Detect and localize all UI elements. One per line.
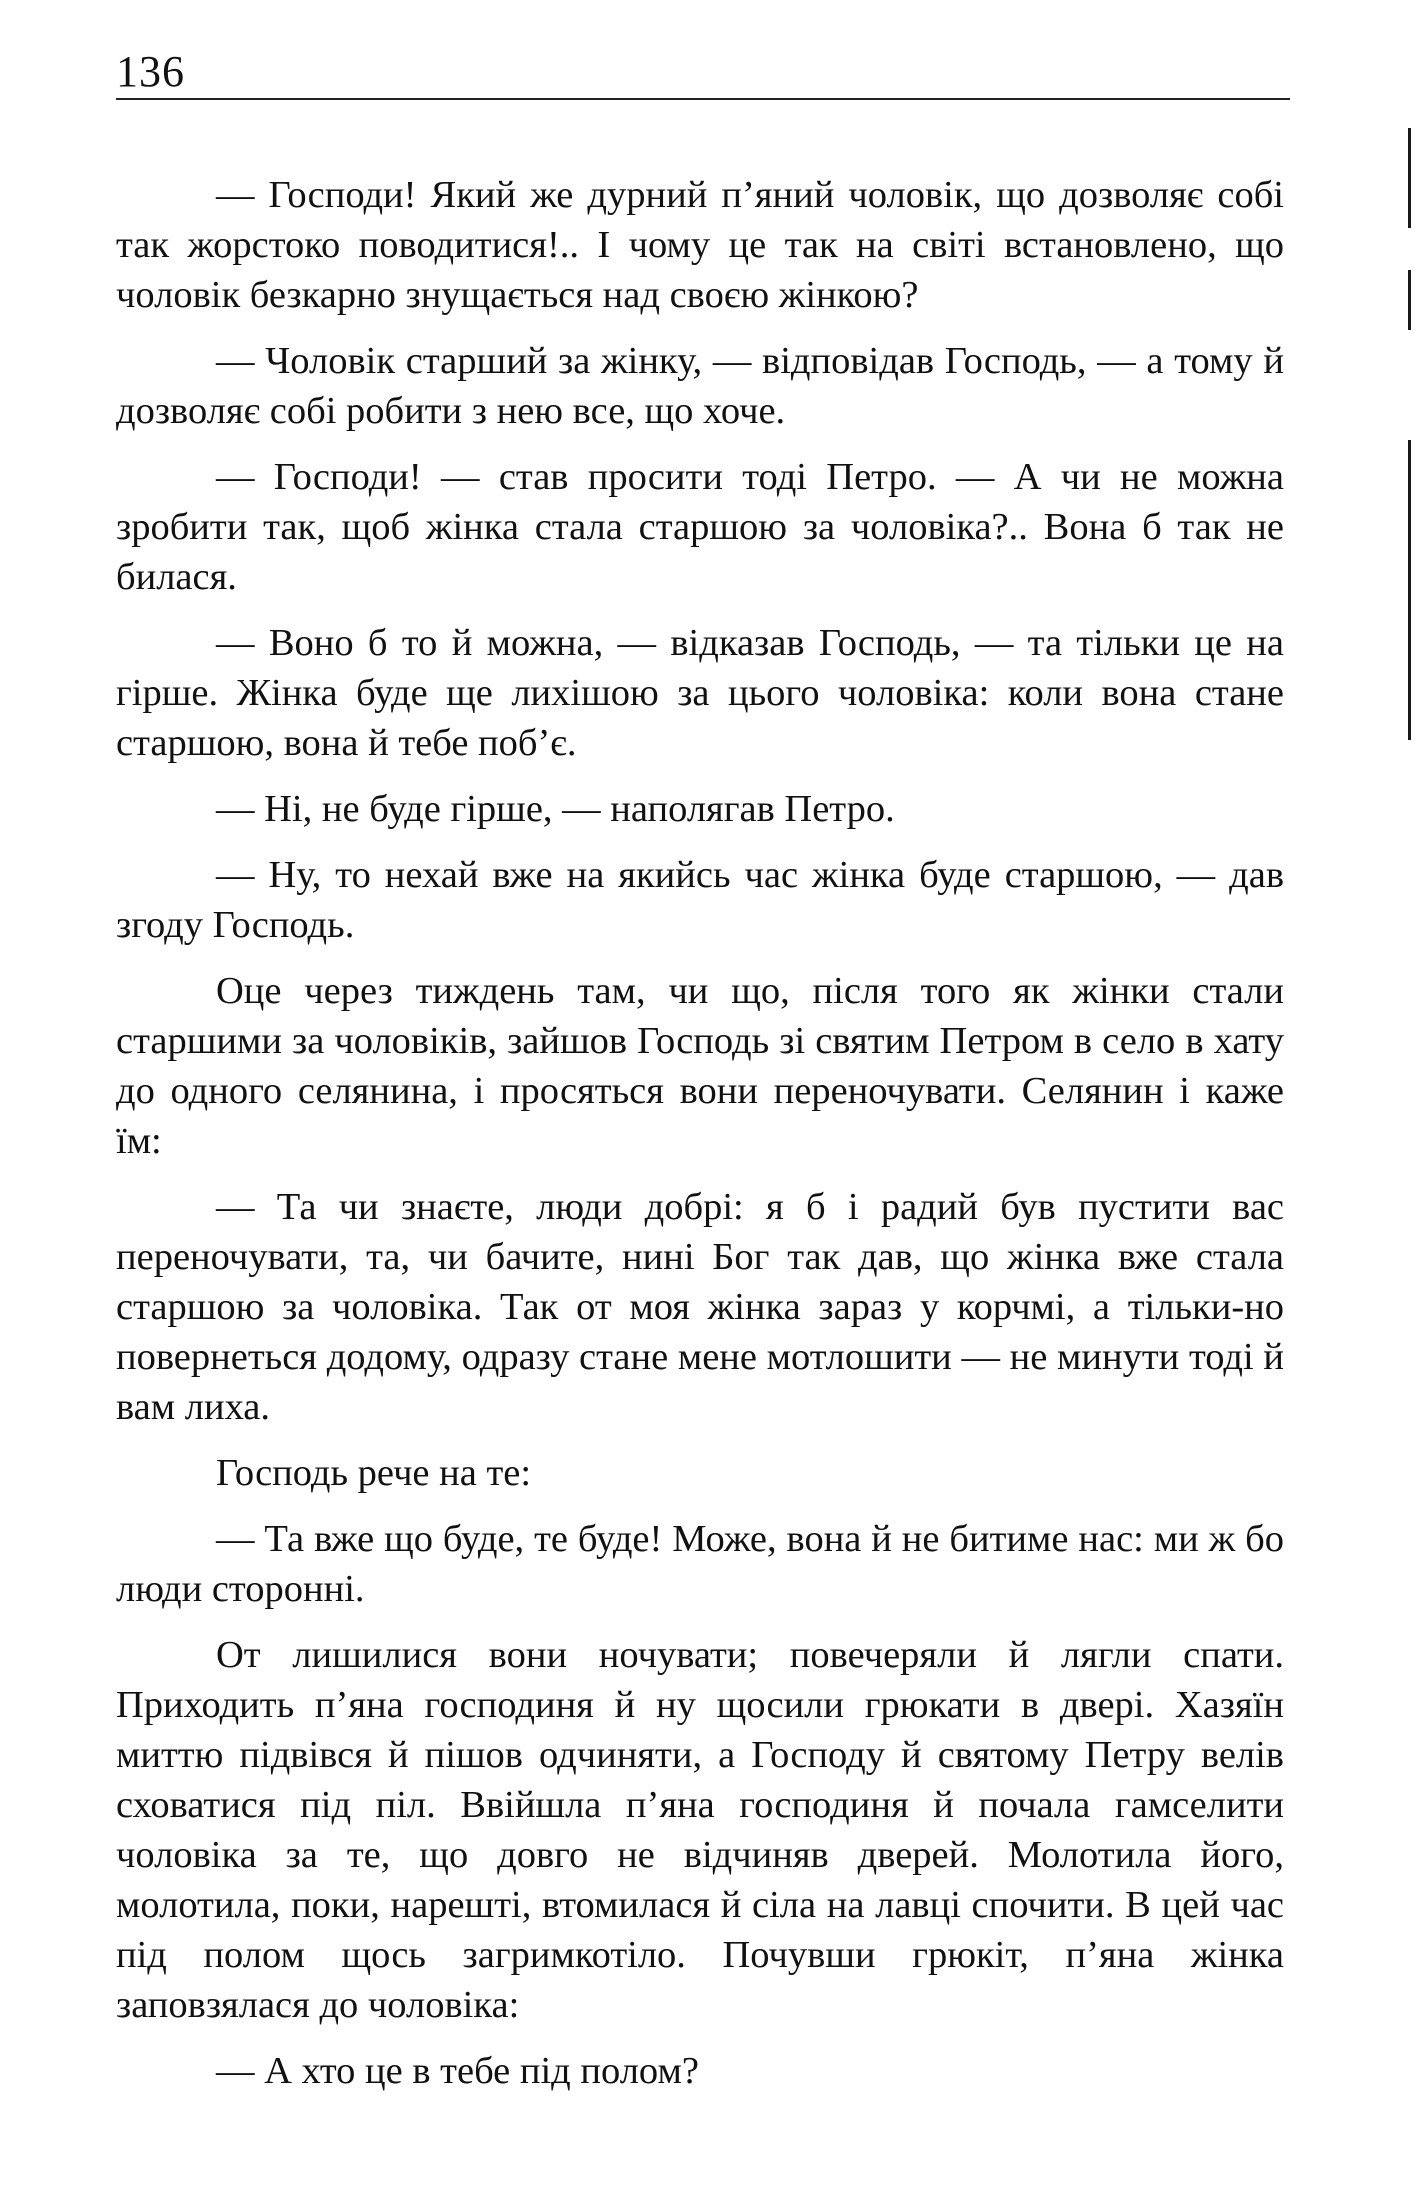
- paragraph: — Ні, не буде гірше, — наполягав Петро.: [216, 788, 895, 830]
- paragraph: От лишилися вони ночувати; повечеряли й лягли спати. Приходить п’яна господиня й ну щосили грюкати в двері. Хазяїн миттю підвівся й пішов одчиняти, а Господу й святому Петру велів сховатися під піл. Ввійшла п’яна господиня й почала гамселити чоловіка за те, що довго не відчиняв дверей. Молотила його, молотила, поки, нарешті, втомилася й сіла на лавці спочити. В цей час під полом щось загримкотіло. Почувши грюкіт, п’яна жінка заповзялася до чоловіка:: [116, 1634, 1284, 2026]
- paragraph: — Та чи знаєте, люди добрі: я б і радий був пустити вас переночувати, та, чи бачите, нині Бог так дав, що жінка вже стала старшою за чоловіка. Так от моя жінка зараз у корчмі, а тільки-но повернеться додому, одразу стане мене мотлошити — не минути тоді й вам лиха.: [116, 1186, 1284, 1428]
- paragraph: — Господи! — став просити тоді Петро. — А чи не можна зробити так, щоб жінка стала старшою за чоловіка?.. Вона б так не билася.: [116, 456, 1284, 598]
- header-rule: [116, 98, 1290, 100]
- paragraph: — А хто це в тебе під полом?: [216, 2050, 699, 2092]
- paragraph: — Воно б то й можна, — відказав Господь, — та тільки це на гірше. Жінка буде ще лихішою за цього чоловіка: коли вона стане старшою, вона й тебе поб’є.: [116, 622, 1284, 764]
- page-number: 136: [116, 47, 185, 96]
- paragraph: — Ну, то нехай вже на якийсь час жінка буде старшою, — дав згоду Господь.: [116, 854, 1284, 946]
- paragraph: — Та вже що буде, те буде! Може, вона й не битиме нас: ми ж бо люди сторонні.: [116, 1518, 1284, 1610]
- paragraph: — Господи! Який же дурний п’яний чоловік, що дозволяє собі так жорстоко поводитися!.. І чому це так на світі встановлено, що чоловік безкарно знущається над своєю жінкою?: [116, 174, 1284, 316]
- text-body: [116, 170, 1284, 2112]
- paragraph: Оце через тиждень там, чи що, після того як жінки стали старшими за чоловіків, зайшов Господь зі святим Петром в село в хату до одного селянина, і просяться вони переночувати. Селянин і каже їм:: [116, 970, 1284, 1162]
- scan-edge-mark: [1408, 440, 1411, 740]
- scan-edge-mark: [1408, 128, 1411, 228]
- paragraph: Господь рече на те:: [216, 1452, 532, 1494]
- paragraph: — Чоловік старший за жінку, — відповідав Господь, — а тому й дозволяє собі робити з нею все, що хоче.: [116, 340, 1284, 432]
- scan-edge-mark: [1408, 270, 1411, 330]
